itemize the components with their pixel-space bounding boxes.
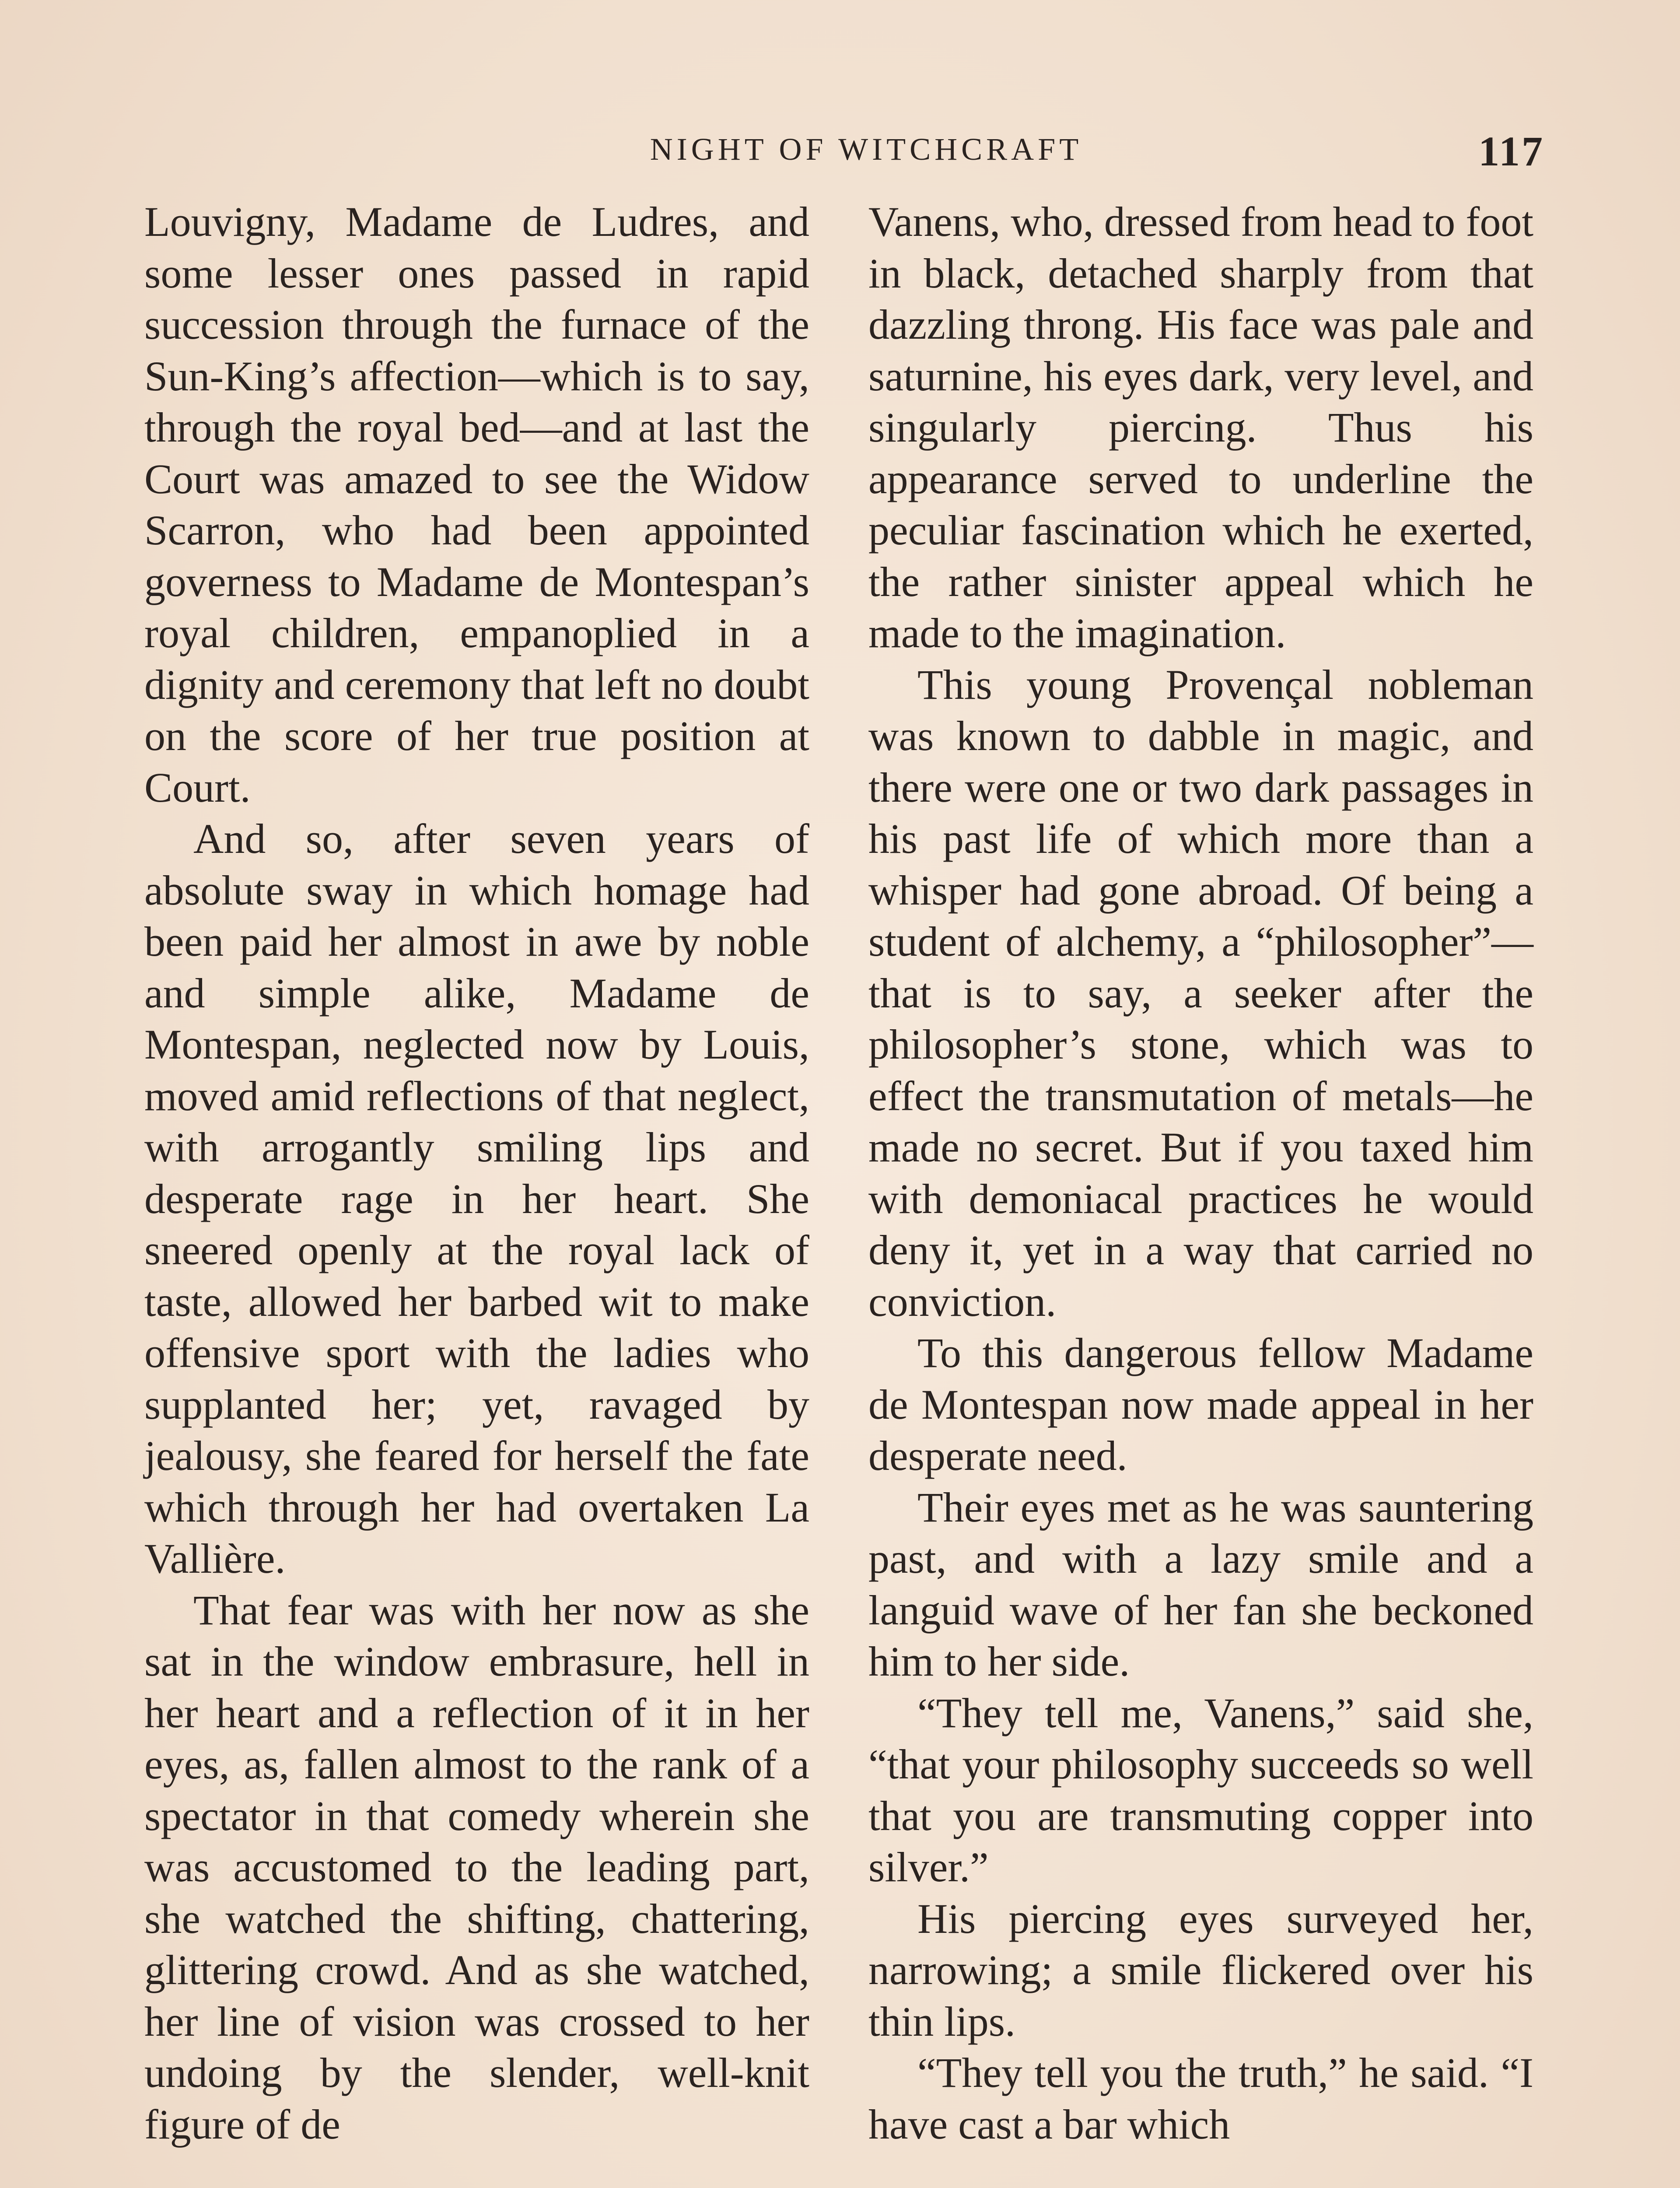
paragraph: This young Provençal nobleman was known to dabble in magic, and there were one or two dark passages in his past life of which more than a whisper had gone abroad. Of being a student of alchemy, a “philosopher”—that is to say, a seeker after the philosopher’s stone, which was to effect the transmutation of metals—he made no secret. But if you taxed him with demoniacal practices he would deny it, yet in a way that carried no conviction. — [868, 661, 1533, 1325]
paragraph: Their eyes met as he was sauntering past, and with a lazy smile and a languid wave of her fan she beckoned him to her side. — [868, 1483, 1533, 1685]
left-column — [144, 196, 809, 2150]
paragraph: His piercing eyes surveyed her, narrowing; a smile flickered over his thin lips. — [868, 1895, 1533, 2045]
page-number: 117 — [1478, 128, 1544, 175]
paragraph: Vanens, who, dressed from head to foot in black, detached sharply from that dazzling throng. His face was pale and saturnine, his eyes dark, very level, and singularly piercing. Thus his appearance served to underline the peculiar fascination which he exerted, the rather sinister appeal which he made to the imagination. — [868, 198, 1533, 656]
paragraph: “They tell you the truth,” he said. “I have cast a bar which — [868, 2049, 1533, 2148]
paragraph: “They tell me, Vanens,” said she, “that your philosophy succeeds so well that you are transmuting copper into silver.” — [868, 1689, 1533, 1890]
paragraph: That fear was with her now as she sat in the window embrasure, hell in her heart and a reflection of it in her eyes, as, fallen almost to the rank of a spectator in that comedy wherein she was accustomed to the leading part, she watched the shifting, chattering, glittering crowd. And as she watched, her line of vision was crossed to her undoing by the slender, well-knit figure of de — [144, 1586, 809, 2148]
right-column — [868, 196, 1533, 2150]
running-head: NIGHT OF WITCHCRAFT — [650, 132, 1083, 167]
paragraph: And so, after seven years of absolute sway in which homage had been paid her almost in awe by noble and simple alike, Madame de Montespan, neglected now by Louis, moved amid reflections of that neglect, with arrogantly smiling lips and desperate rage in her heart. She sneered openly at the royal lack of taste, allowed her barbed wit to make offensive sport with the ladies who supplanted her; yet, ravaged by jealousy, she feared for herself the fate which through her had overtaken La Vallière. — [144, 815, 809, 1582]
paragraph: Louvigny, Madame de Ludres, and some lesser ones passed in rapid succession through the furnace of the Sun-King’s affection—which is to say, through the royal bed—and at last the Court was amazed to see the Widow Scarron, who had been appointed governess to Madame de Montespan’s royal children, empanoplied in a dignity and ceremony that left no doubt on the score of her true position at Court. — [144, 198, 809, 811]
paragraph: To this dangerous fellow Madame de Montespan now made appeal in her desperate need. — [868, 1329, 1533, 1479]
